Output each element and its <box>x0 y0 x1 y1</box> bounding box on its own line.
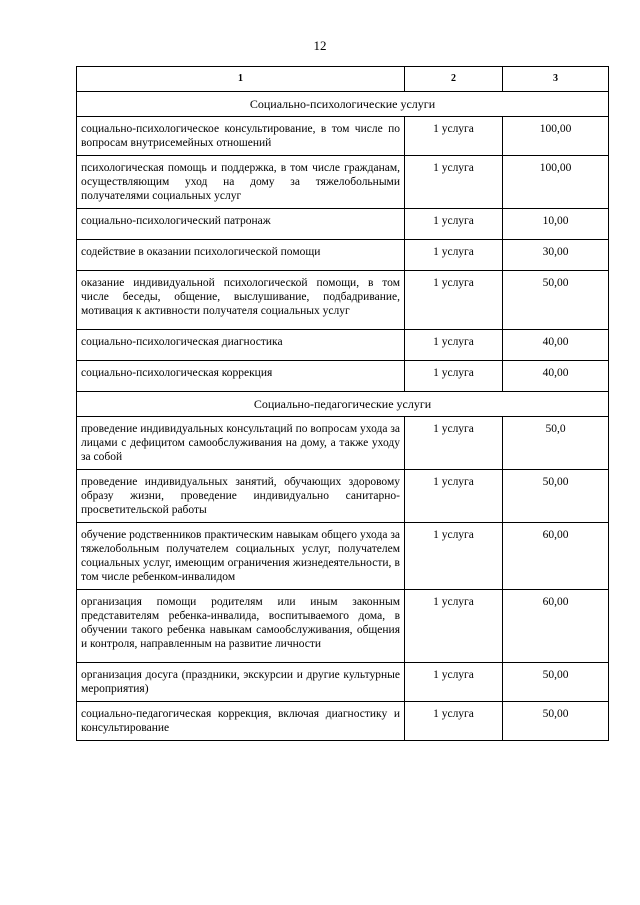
header-col-1: 1 <box>77 67 405 92</box>
table-row <box>77 361 609 392</box>
table-header-row <box>77 67 609 92</box>
service-unit: 1 услуга <box>405 271 503 330</box>
service-price: 40,00 <box>503 361 609 392</box>
table-row <box>77 117 609 156</box>
service-unit: 1 услуга <box>405 240 503 271</box>
service-price: 50,0 <box>503 417 609 470</box>
service-name: социально-психологическая диагностика <box>77 330 405 361</box>
service-price: 50,00 <box>503 271 609 330</box>
service-name: социально-педагогическая коррекция, включая диагностику и консультирование <box>77 702 405 741</box>
table-row <box>77 417 609 470</box>
service-unit: 1 услуга <box>405 330 503 361</box>
header-col-3: 3 <box>503 67 609 92</box>
service-name: организация досуга (праздники, экскурсии и другие культурные мероприятия) <box>77 663 405 702</box>
service-unit: 1 услуга <box>405 361 503 392</box>
service-price: 60,00 <box>503 590 609 663</box>
service-unit: 1 услуга <box>405 523 503 590</box>
service-unit: 1 услуга <box>405 663 503 702</box>
section-row <box>77 392 609 417</box>
service-price: 30,00 <box>503 240 609 271</box>
service-name: содействие в оказании психологической помощи <box>77 240 405 271</box>
service-price: 60,00 <box>503 523 609 590</box>
service-price: 50,00 <box>503 663 609 702</box>
service-name: проведение индивидуальных занятий, обучающих здоровому образу жизни, проведение индивидуально санитарно-просветительской работы <box>77 470 405 523</box>
header-col-2: 2 <box>405 67 503 92</box>
service-price: 100,00 <box>503 117 609 156</box>
section-title: Социально-психологические услуги <box>77 92 609 117</box>
service-unit: 1 услуга <box>405 470 503 523</box>
table-row <box>77 702 609 741</box>
table-row <box>77 156 609 209</box>
service-unit: 1 услуга <box>405 417 503 470</box>
table-row <box>77 590 609 663</box>
service-unit: 1 услуга <box>405 702 503 741</box>
section-title: Социально-педагогические услуги <box>77 392 609 417</box>
table-row <box>77 271 609 330</box>
service-unit: 1 услуга <box>405 117 503 156</box>
table-row <box>77 209 609 240</box>
services-table <box>76 66 609 741</box>
service-price: 40,00 <box>503 330 609 361</box>
table-row <box>77 470 609 523</box>
service-name: психологическая помощь и поддержка, в том числе гражданам, осуществляющим уход на дому за тяжелобольными получателями социальных услуг <box>77 156 405 209</box>
service-name: социально-психологическое консультирование, в том числе по вопросам внутрисемейных отношений <box>77 117 405 156</box>
service-name: проведение индивидуальных консультаций по вопросам ухода за лицами с дефицитом самообслуживания на дому, а также уходу за собой <box>77 417 405 470</box>
page-number: 12 <box>313 38 327 53</box>
service-name: оказание индивидуальной психологической помощи, в том числе беседы, общение, выслушивание, подбадривание, мотивация к активности получателя социальных услуг <box>77 271 405 330</box>
service-name: социально-психологическая коррекция <box>77 361 405 392</box>
service-name: социально-психологический патронаж <box>77 209 405 240</box>
service-price: 50,00 <box>503 470 609 523</box>
service-name: организация помощи родителям или иным законным представителям ребенка-инвалида, воспитываемого дома, в обучении такого ребенка навыкам самообслуживания, общения и контроля, направленным на развитие личности <box>77 590 405 663</box>
service-price: 10,00 <box>503 209 609 240</box>
service-price: 50,00 <box>503 702 609 741</box>
table-row <box>77 330 609 361</box>
table-row <box>77 240 609 271</box>
service-name: обучение родственников практическим навыкам общего ухода за тяжелобольным получателем социальных услуг, получателем социальных услуг, имеющим ограничения жизнедеятельности, в том числе ребенком-инвалидом <box>77 523 405 590</box>
service-price: 100,00 <box>503 156 609 209</box>
table-row <box>77 523 609 590</box>
service-unit: 1 услуга <box>405 209 503 240</box>
table-row <box>77 663 609 702</box>
service-unit: 1 услуга <box>405 156 503 209</box>
service-unit: 1 услуга <box>405 590 503 663</box>
section-row <box>77 92 609 117</box>
